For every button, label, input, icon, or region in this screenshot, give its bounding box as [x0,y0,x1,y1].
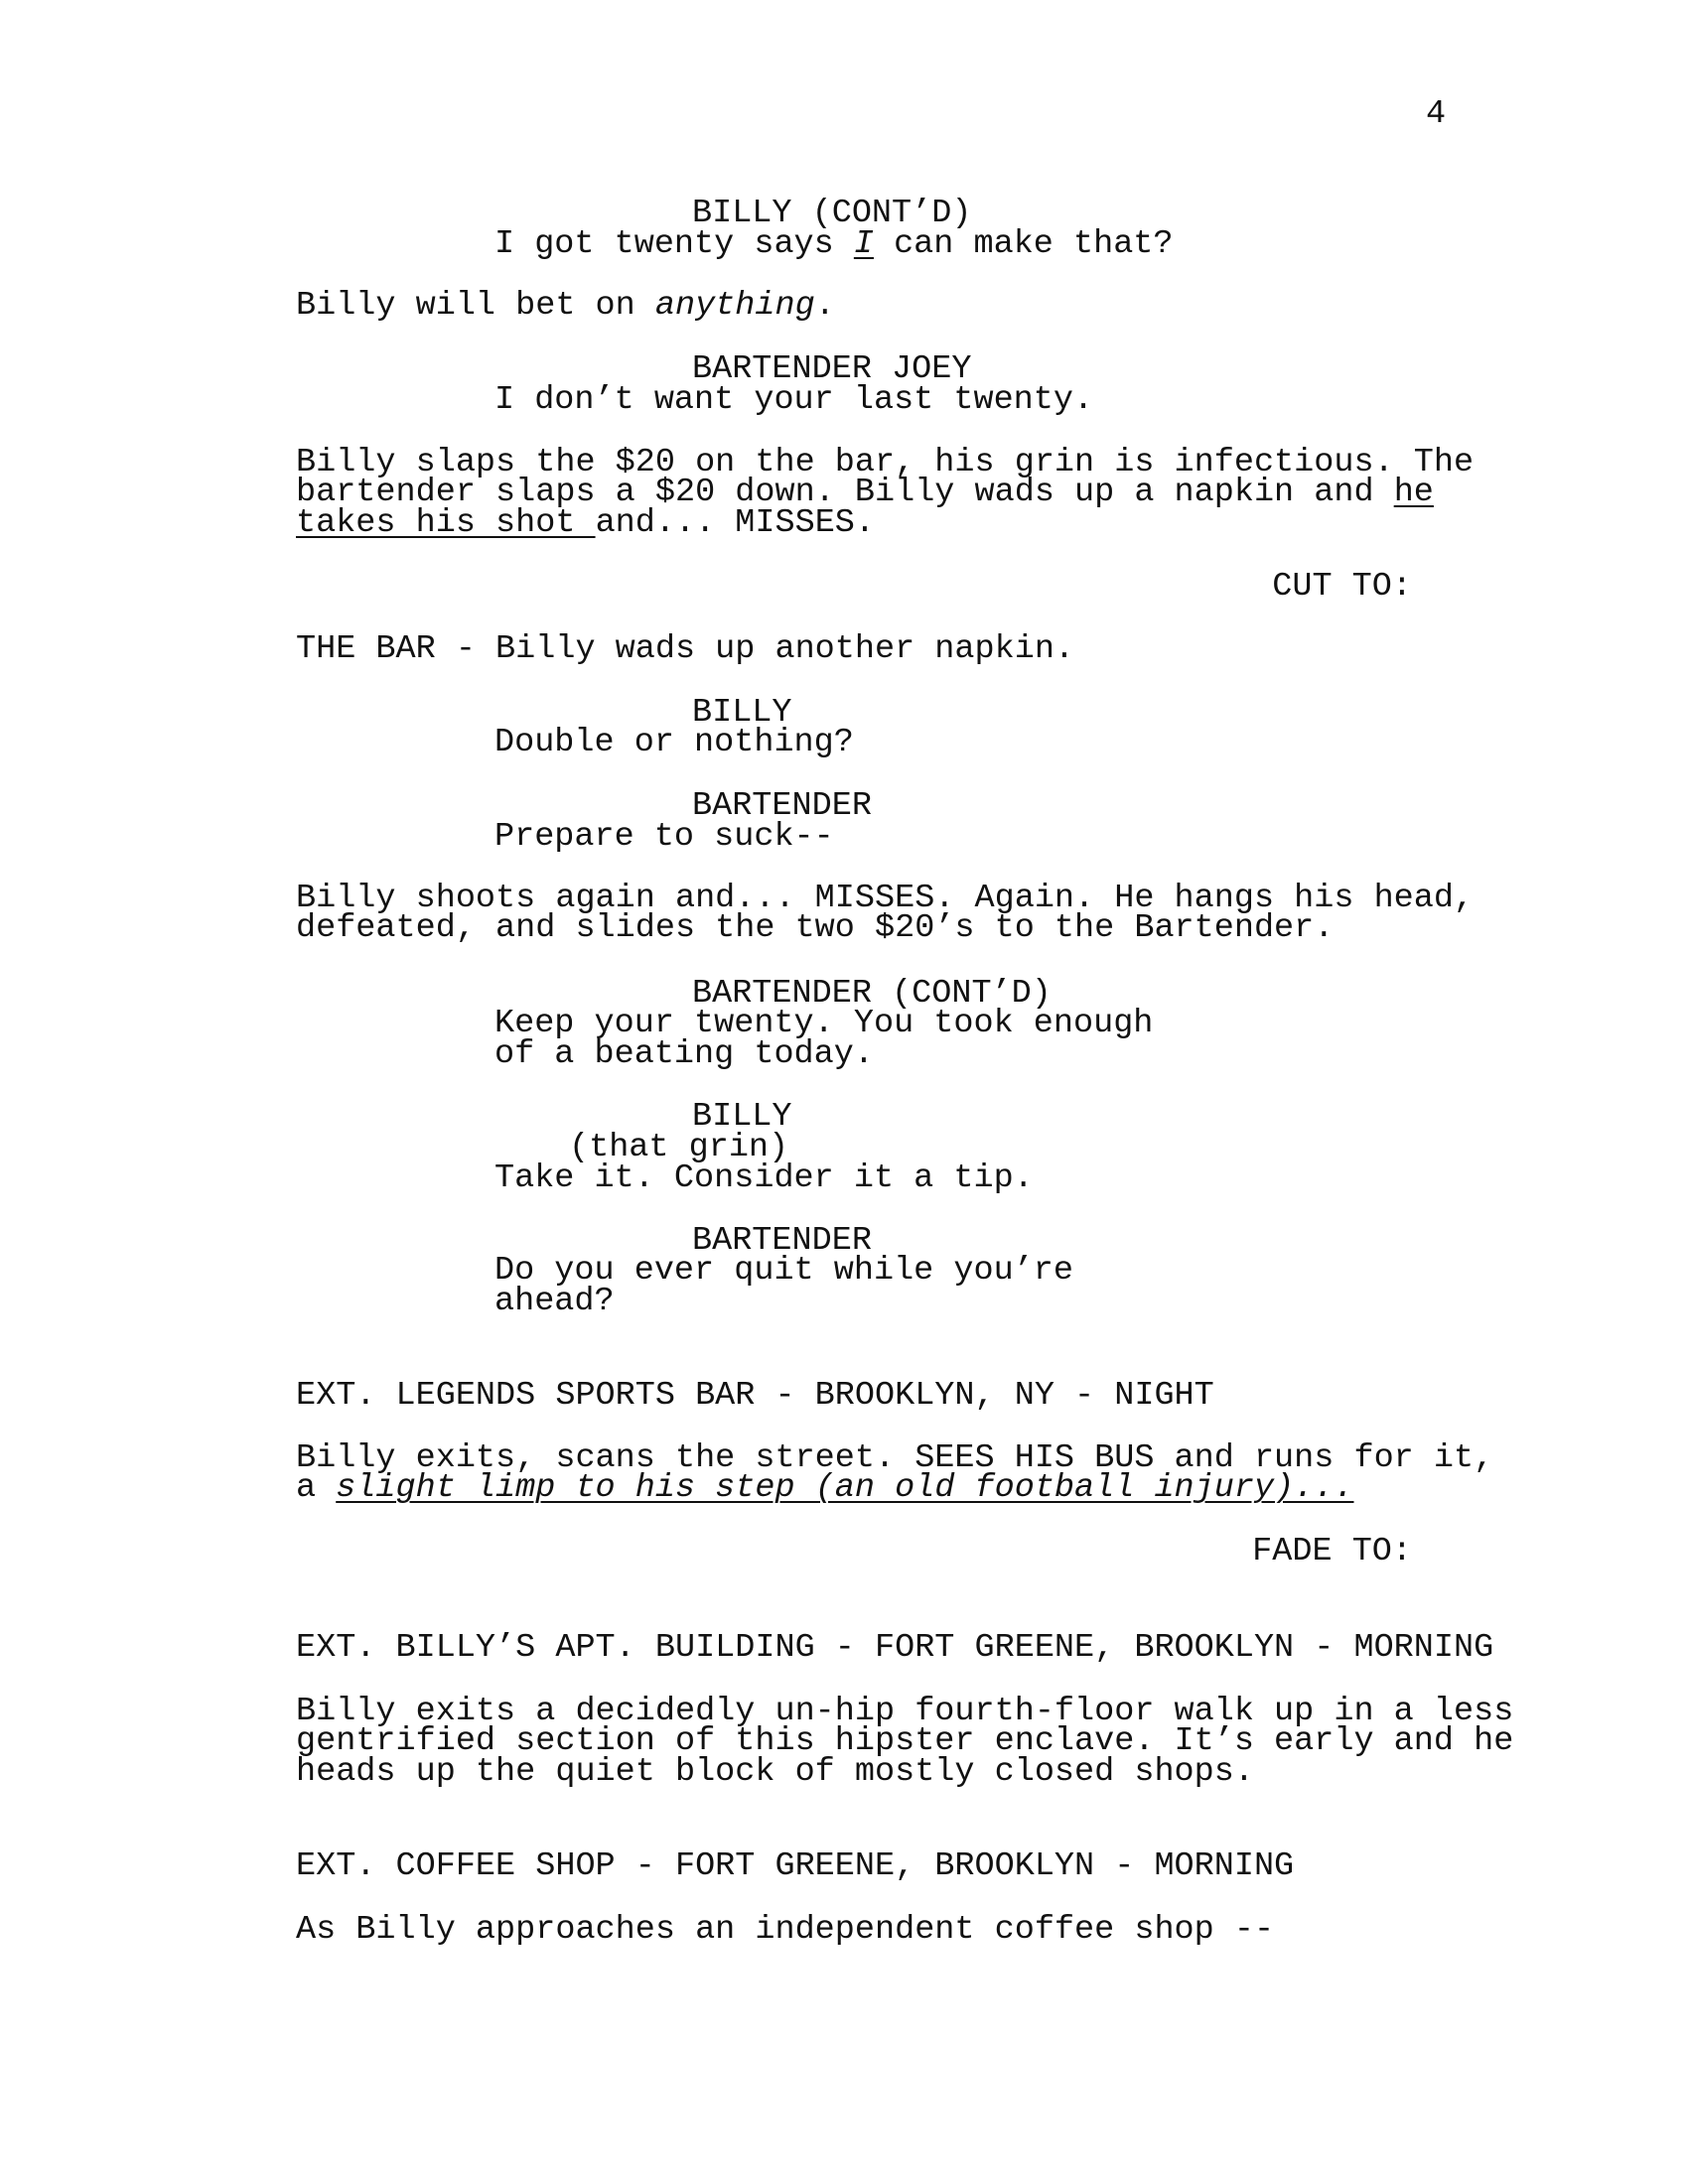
action-line: Billy will bet on anything. [296,287,835,325]
character-name: BILLY (CONT’D) [692,195,972,232]
character-name: BILLY [692,694,792,732]
emphasis-text: I [853,225,874,263]
underlined-text: he [1393,474,1434,511]
dialogue-line: Prepare to suck-- [494,818,834,856]
action-line: a slight limp to his step (an old football injury)... [296,1469,1354,1507]
transition: CUT TO: [1272,568,1412,606]
character-name: BARTENDER JOEY [692,350,972,388]
scene-heading: EXT. COFFEE SHOP - FORT GREENE, BROOKLYN - MORNING [296,1847,1295,1885]
character-name: BARTENDER [692,1222,872,1260]
character-name: BARTENDER [692,787,872,825]
action-line: Billy exits, scans the street. SEES HIS BUS and runs for it, [296,1439,1494,1477]
underlined-text: slight limp to his step (an old football injury)... [336,1469,1354,1507]
page-number: 4 [1426,95,1447,133]
action-line: As Billy approaches an independent coffee shop -- [296,1911,1275,1949]
dialogue-line: of a beating today. [494,1035,874,1073]
action-line: takes his shot and... MISSES. [296,504,876,542]
action-line: gentrified section of this hipster enclave. It’s early and he [296,1722,1514,1760]
dialogue-line: Do you ever quit while you’re [494,1252,1073,1290]
dialogue-line: I got twenty says I can make that? [494,225,1174,263]
dialogue-line: Double or nothing? [494,724,854,761]
character-name: BARTENDER (CONT’D) [692,975,1052,1013]
action-line: THE BAR - Billy wads up another napkin. [296,630,1075,668]
dialogue-line: ahead? [494,1283,615,1320]
character-name: BILLY [692,1098,792,1136]
transition: FADE TO: [1252,1533,1412,1570]
dialogue-line: Keep your twenty. You took enough [494,1005,1154,1042]
underlined-text: takes his shot [296,504,596,542]
action-line: defeated, and slides the two $20’s to the Bartender. [296,909,1335,947]
action-line: bartender slaps a $20 down. Billy wads up a napkin and he [296,474,1434,511]
action-line: Billy shoots again and... MISSES. Again. He hangs his head, [296,880,1475,917]
action-line: Billy exits a decidedly un-hip fourth-floor walk up in a less [296,1693,1514,1730]
scene-heading: EXT. BILLY’S APT. BUILDING - FORT GREENE, BROOKLYN - MORNING [296,1629,1494,1667]
emphasis-text: anything [654,287,815,325]
dialogue-line: Take it. Consider it a tip. [494,1160,1034,1197]
scene-heading: EXT. LEGENDS SPORTS BAR - BROOKLYN, NY - NIGHT [296,1377,1214,1415]
parenthetical: (that grin) [569,1129,789,1166]
action-line: Billy slaps the $20 on the bar, his grin is infectious. The [296,444,1475,481]
dialogue-line: I don’t want your last twenty. [494,381,1094,419]
action-line: heads up the quiet block of mostly closed shops. [296,1753,1254,1791]
